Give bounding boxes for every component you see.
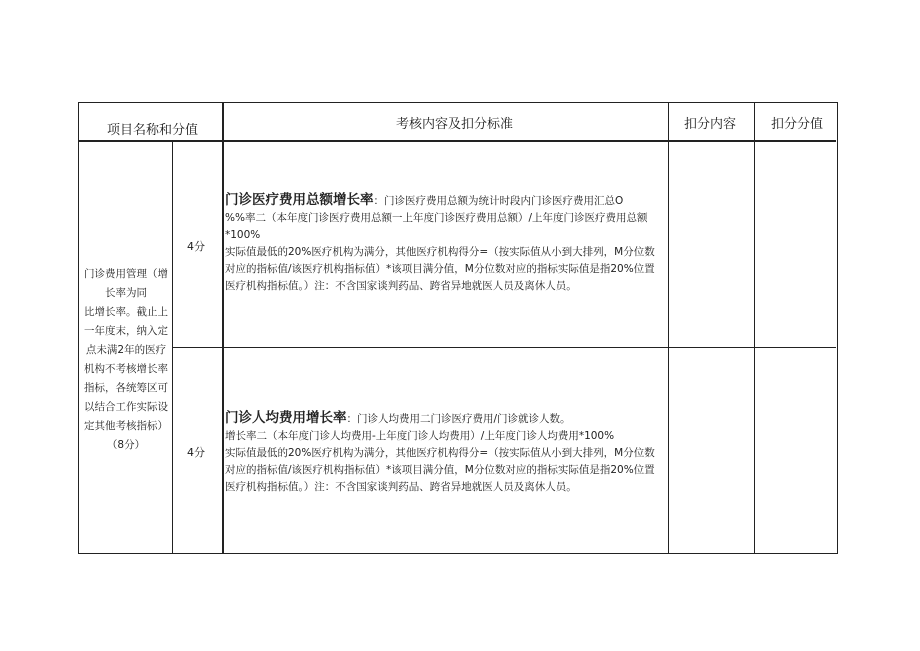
item-name-line: 机构不考核增长率: [84, 363, 168, 375]
item-name-line: 定其他考核指标）: [84, 420, 168, 432]
item-name-line: 长率为同: [105, 287, 147, 299]
row-content: [225, 410, 655, 496]
row-content-line: 实际值最低的20%医疗机构为满分，其他医疗机构得分=（按实际值从小到大排列，M分位数: [225, 246, 655, 258]
deduct-content-cell: [669, 348, 753, 552]
grid-line: [222, 103, 224, 553]
item-name: [80, 265, 172, 455]
row-content-line: 医疗机构指标值。）注：不含国家谈判药品、跨省异地就医人员及离休人员。: [225, 280, 577, 292]
item-name-line: 点未满2年的医疗: [85, 344, 167, 356]
item-name-line: 门诊费用管理（增: [84, 268, 168, 280]
item-name-line: 比增长率。截止上: [84, 306, 168, 318]
header-deduct-score: 扣分分值: [771, 117, 824, 132]
header-content: 考核内容及扣分标准: [396, 117, 514, 132]
deduct-score-cell: [755, 348, 835, 552]
row-title: 门诊医疗费用总额增长率: [225, 192, 374, 208]
row-content-line: %%率二（本年度门诊医疗费用总额一上年度门诊医疗费用总额）/上年度门诊医疗费用总额: [225, 212, 648, 224]
row-content-line: 对应的指标值/该医疗机构指标值）*该项目满分值，M分位数对应的指标实际值是指20%位置: [225, 263, 655, 275]
row-content-line: 门诊医疗费用总额增长率：门诊医疗费用总额为统计时段内门诊医疗费用汇总O: [225, 192, 624, 208]
row-content-line: 实际值最低的20%医疗机构为满分，其他医疗机构得分=（按实际值从小到大排列，M分位数: [225, 447, 655, 459]
row-content-line: 门诊人均费用增长率：门诊人均费用二门诊医疗费用/门诊就诊人数。: [225, 410, 571, 426]
row-content: [225, 192, 655, 295]
item-name-line: （8分）: [106, 439, 146, 451]
row-score: 4分: [187, 240, 205, 253]
row-content-line: 增长率二（本年度门诊人均费用-上年度门诊人均费用）/上年度门诊人均费用*100%: [225, 430, 615, 442]
row-content-line: 对应的指标值/该医疗机构指标值）*该项目满分值，M分位数对应的指标实际值是指20%位置: [225, 464, 655, 476]
deduct-content-cell: [669, 142, 753, 346]
item-name-line: 指标，各统筹区可: [84, 382, 168, 394]
row-score: 4分: [187, 446, 205, 459]
header-deduct-content: 扣分内容: [684, 117, 737, 132]
deduct-score-cell: [755, 142, 835, 346]
row-content-line: *100%: [225, 229, 261, 241]
item-name-line: 一年度末，纳入定: [84, 325, 168, 337]
item-name-line: 以结合工作实际设: [84, 401, 168, 413]
row-content-line: 医疗机构指标值。）注：不含国家谈判药品、跨省异地就医人员及离休人员。: [225, 481, 577, 493]
header-item-name: 项目名称和分值: [107, 123, 199, 138]
assessment-table: [78, 102, 838, 554]
row-title: 门诊人均费用增长率: [225, 410, 347, 426]
